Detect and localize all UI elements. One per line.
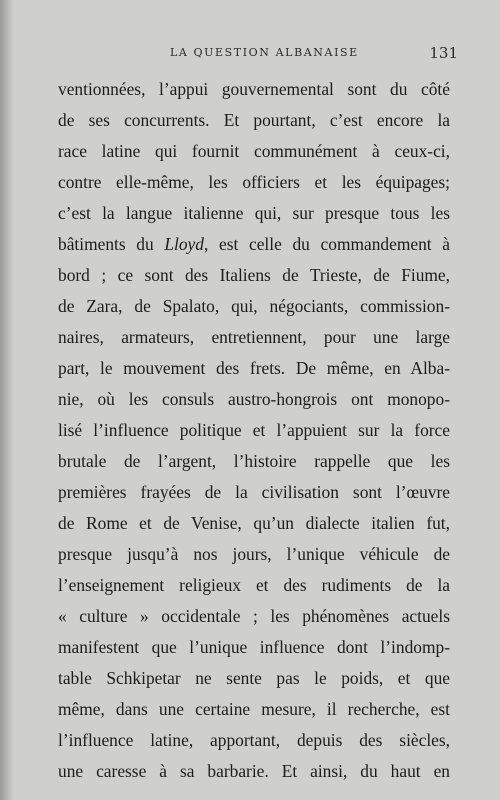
text-line: l’influence latine, apportant, depuis des siècles,: [58, 730, 450, 750]
text-fragment: , est celle du commandement à: [203, 234, 450, 254]
text-line: manifestent que l’unique influence dont l’indomp-: [58, 637, 450, 657]
text-line: de Rome et de Venise, qu’un dialecte italien fut,: [58, 513, 450, 533]
text-line: de ses concurrents. Et pourtant, c’est encore la: [58, 110, 450, 130]
text-line: lisé l’influence politique et l’appuient sur la force: [58, 420, 450, 440]
text-line: contre elle-même, les officiers et les équipages;: [58, 172, 450, 192]
text-line: presque jusqu’à nos jours, l’unique véhicule de: [58, 544, 450, 564]
text-line: premières frayées de la civilisation sont l’œuvre: [58, 482, 450, 502]
text-line: bord ; ce sont des Italiens de Trieste, de Fiume,: [58, 265, 450, 285]
text-line: brutale de l’argent, l’histoire rappelle que les: [58, 451, 450, 471]
text-line: même, dans une certaine mesure, il recherche, est: [58, 699, 450, 719]
page-header: [58, 46, 458, 66]
page-number: 131: [429, 44, 458, 62]
text-line: c’est la langue italienne qui, sur presque tous les: [58, 203, 450, 223]
text-line-with-italic: [58, 229, 450, 260]
text-line: de Zara, de Spalato, qui, négociants, commission-: [58, 296, 450, 316]
text-fragment: bâtiments du: [58, 234, 154, 254]
text-line: nie, où les consuls austro-hongrois ont monopo-: [58, 389, 450, 409]
text-line: ventionnées, l’appui gouvernemental sont du côté: [58, 79, 450, 99]
text-line: naires, armateurs, entretiennent, pour une large: [58, 327, 450, 347]
text-line: part, le mouvement des frets. De même, en Alba-: [58, 358, 450, 378]
running-head: LA QUESTION ALBANAISE: [170, 46, 359, 59]
page-edge-shadow: [0, 0, 14, 800]
text-line: race latine qui fournit communément à ceux-ci,: [58, 141, 450, 161]
text-line: l’enseignement religieux et des rudiments de la: [58, 575, 450, 595]
body-text: [58, 74, 450, 787]
text-line: « culture » occidentale ; les phénomènes actuels: [58, 606, 450, 626]
italic-term: Lloyd: [164, 234, 204, 254]
text-line: table Schkipetar ne sente pas le poids, et que: [58, 668, 450, 688]
text-line: une caresse à sa barbarie. Et ainsi, du haut en: [58, 761, 450, 781]
